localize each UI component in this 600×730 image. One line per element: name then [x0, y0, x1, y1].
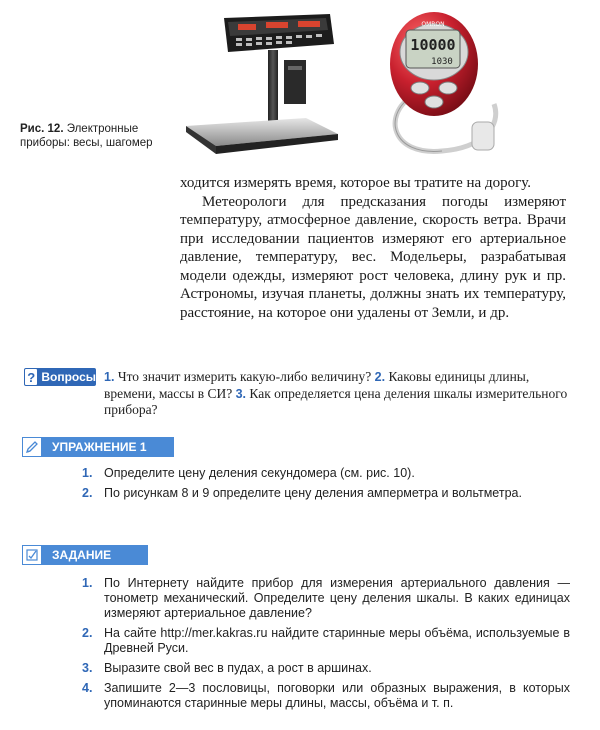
task-header: [22, 545, 148, 565]
question-3: Как определяется цена деления шкалы измерительного прибора?: [104, 385, 568, 417]
question-mark-icon: ?: [25, 369, 37, 385]
list-item: [82, 486, 570, 501]
item-number: 4.: [82, 681, 93, 695]
main-body-text: [180, 174, 566, 322]
question-2: Каковы единицы длины, времени, массы в СИ?: [104, 369, 530, 401]
pedometer-display-main: 10000: [410, 36, 456, 54]
task-list: [82, 576, 570, 716]
question-1-number: 1.: [104, 370, 115, 384]
question-2-number: 2.: [374, 370, 386, 384]
pencil-icon: [22, 437, 42, 457]
list-item: [82, 576, 570, 621]
item-text: На сайте http://mer.kakras.ru найдите старинные меры объёма, используемые в Древней Руси.: [104, 626, 570, 655]
list-item: [82, 681, 570, 711]
figure-caption: [20, 122, 170, 150]
question-1: Что значит измерить какую-либо величину?: [114, 369, 375, 384]
questions-badge: [24, 368, 96, 386]
body-paragraph-2: Метеорологи для предсказания погоды измеряют температуру, атмосферное давление, скорость ветра. Врачи при исследовании пациентов измеряют его артериальное давление, температуру, вес. Модельеры, разрабатывая модели одежды, измеряют рост человека, длину рук и пр. Астрономы, изучая планеты, должны знать их температуру, расстояние, на которое они удалены от Земли, и др.: [180, 193, 566, 321]
pedometer-display-small: 1030: [431, 57, 453, 67]
pedometer-brand: OMRON: [421, 21, 445, 28]
pedometer-image: [372, 6, 512, 164]
list-item: [82, 661, 570, 676]
item-text: Запишите 2—3 пословицы, поговорки или образных выражения, в которых упоминаются старинные меры длины, массы, объёма и т. п.: [104, 681, 570, 710]
questions-text: [104, 369, 572, 419]
exercise-header: [22, 437, 174, 457]
questions-badge-label: Вопросы: [41, 370, 96, 384]
item-number: 1.: [82, 466, 93, 480]
item-number: 3.: [82, 661, 93, 675]
item-text: По Интернету найдите прибор для измерения артериального давления — тонометр механический. Определите цену деления шкалы. В каких единицах измеряют артериальное давление?: [104, 576, 570, 620]
task-icon: [22, 545, 42, 565]
electronic-scale-image: [180, 8, 340, 166]
task-title: ЗАДАНИЕ: [52, 548, 112, 562]
question-3-number: 3.: [235, 386, 247, 401]
item-text: Определите цену деления секундомера (см. рис. 10).: [104, 466, 415, 480]
exercise-list: [82, 466, 570, 506]
item-number: 2.: [82, 626, 93, 640]
list-item: [82, 626, 570, 656]
item-number: 2.: [82, 486, 93, 500]
exercise-title: УПРАЖНЕНИЕ 1: [52, 440, 147, 454]
body-paragraph-1: ходится измерять время, которое вы тратите на дорогу.: [180, 175, 531, 191]
figure-caption-label: Рис. 12.: [20, 123, 64, 135]
list-item: [82, 466, 570, 481]
item-text: Выразите свой вес в пудах, а рост в аршинах.: [104, 661, 372, 675]
item-text: По рисункам 8 и 9 определите цену деления амперметра и вольтметра.: [104, 486, 522, 500]
figure-caption-text: Электронные приборы: весы, шагомер: [20, 123, 153, 149]
item-number: 1.: [82, 576, 93, 590]
